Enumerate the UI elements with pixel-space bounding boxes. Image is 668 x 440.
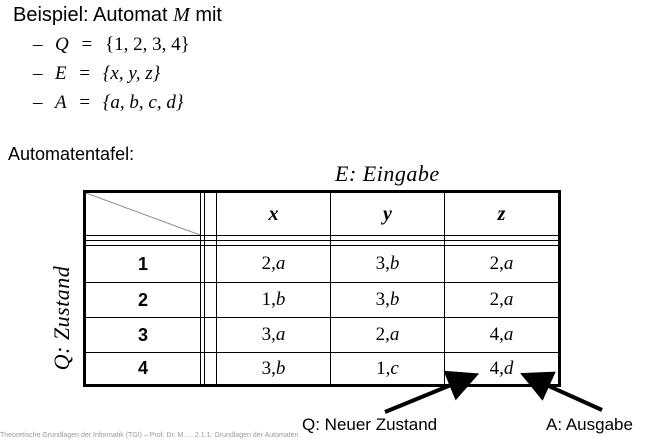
caption-output: A: Ausgabe bbox=[546, 415, 633, 434]
title-suffix: mit bbox=[195, 4, 222, 26]
row-header-state-2: 2 bbox=[137, 289, 148, 310]
table-cell: 4, d bbox=[489, 357, 514, 379]
arrow-output-icon bbox=[531, 378, 602, 410]
table-cell: 3, a bbox=[261, 324, 286, 345]
table-cell: 2, a bbox=[375, 324, 400, 345]
definition-q: – Q = {1, 2, 3, 4} bbox=[33, 34, 190, 55]
column-header-x: x bbox=[268, 202, 279, 225]
title-symbol: M bbox=[173, 4, 190, 26]
row-header-state-3: 3 bbox=[137, 324, 148, 345]
slide-footer: Theoretische Grundlagen der Informatik (TGI) – Prof. Dr. M. ... 2.1.1: Grundlagen der Automaten bbox=[0, 432, 299, 439]
table-cell: 2, a bbox=[489, 253, 514, 274]
table-cell: 2, a bbox=[261, 253, 286, 274]
section-label: Automatentafel: bbox=[8, 144, 135, 164]
caption-new-state: Q: Neuer Zustand bbox=[302, 415, 438, 434]
table-cell: 3, b bbox=[375, 253, 400, 274]
table-cell: 1, b bbox=[261, 289, 286, 310]
definition-e: – E = {x, y, z} bbox=[33, 63, 161, 84]
table-cell: 2, a bbox=[489, 289, 514, 310]
table-cell: 3, b bbox=[261, 357, 286, 379]
title-text: Beispiel: Automat bbox=[13, 4, 168, 26]
column-header-y: y bbox=[383, 202, 392, 225]
column-header-z: z bbox=[497, 202, 506, 225]
input-axis-label: E: Eingabe bbox=[335, 161, 440, 186]
table-cell: 1, c bbox=[376, 357, 399, 379]
table-cell: 3, b bbox=[375, 289, 400, 310]
table-cell: 4, a bbox=[489, 324, 514, 345]
row-header-state-4: 4 bbox=[137, 358, 148, 378]
arrow-new-state-icon bbox=[385, 378, 468, 412]
definition-a: – A = {a, b, c, d} bbox=[33, 92, 184, 113]
state-axis-label: Q: Zustand bbox=[49, 265, 74, 371]
row-header-state-1: 1 bbox=[137, 253, 148, 274]
